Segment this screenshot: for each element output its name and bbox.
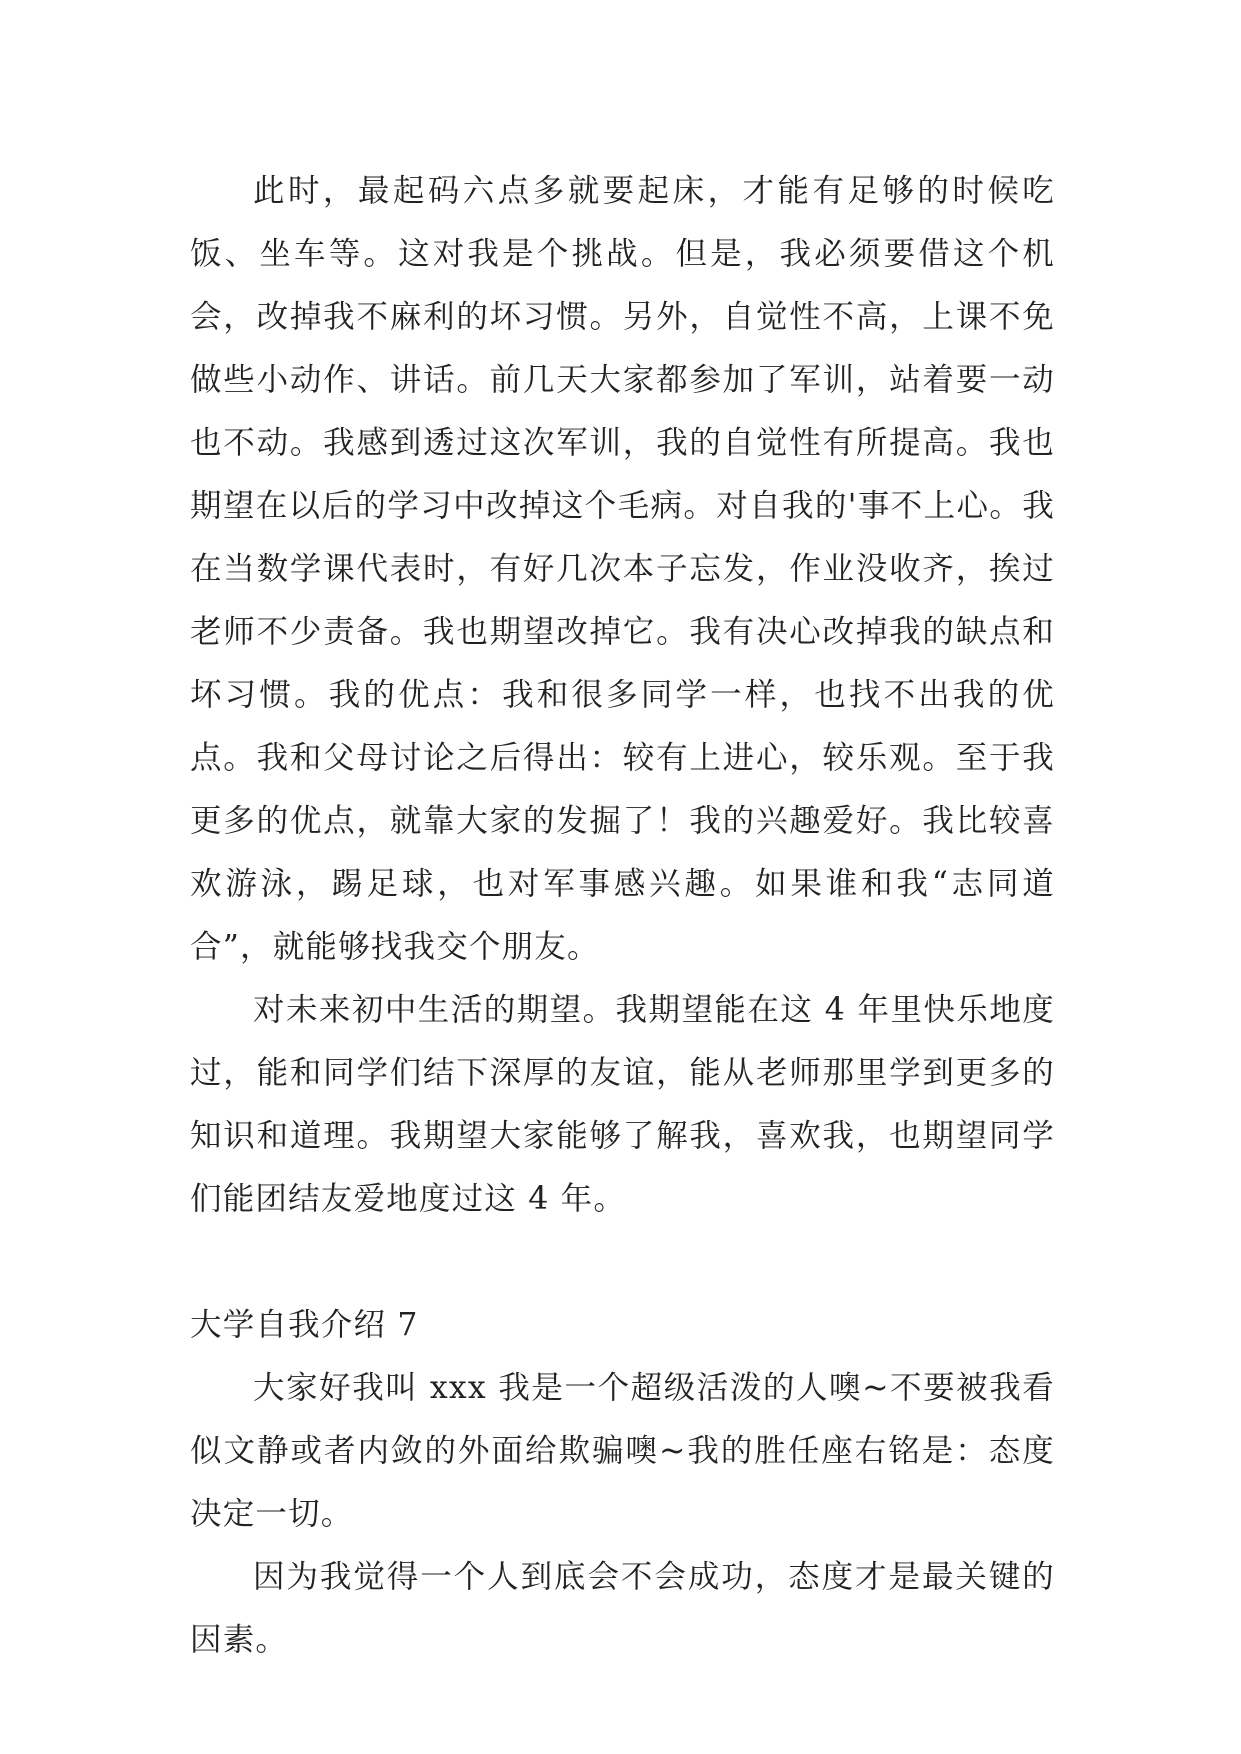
body-paragraph: 大家好我叫 xxx 我是一个超级活泼的人噢~不要被我看似文静或者内敛的外面给欺骗噢~我的胜任座右铭是：态度决定一切。 bbox=[190, 1370, 1055, 1532]
document-body bbox=[190, 160, 1055, 1672]
body-paragraph: 因为我觉得一个人到底会不会成功，态度才是最关键的因素。 bbox=[190, 1559, 1055, 1658]
section-heading: 大学自我介绍 7 bbox=[190, 1307, 419, 1343]
section-spacer bbox=[190, 1231, 1055, 1294]
body-paragraph: 此时，最起码六点多就要起床，才能有足够的时候吃饭、坐车等。这对我是个挑战。但是，我必须要借这个机会，改掉我不麻利的坏习惯。另外，自觉性不高，上课不免做些小动作、讲话。前几天大家都参加了军训，站着要一动也不动。我感到透过这次军训，我的自觉性有所提高。我也期望在以后的学习中改掉这个毛病。对自我的'事不上心。我在当数学课代表时，有好几次本子忘发，作业没收齐，挨过老师不少责备。我也期望改掉它。我有决心改掉我的缺点和坏习惯。我的优点：我和很多同学一样，也找不出我的优点。我和父母讨论之后得出：较有上进心，较乐观。至于我更多的优点，就靠大家的发掘了！我的兴趣爱好。我比较喜欢游泳，踢足球，也对军事感兴趣。如果谁和我“志同道合”，就能够找我交个朋友。 bbox=[190, 173, 1055, 965]
body-paragraph: 对未来初中生活的期望。我期望能在这 4 年里快乐地度过，能和同学们结下深厚的友谊，能从老师那里学到更多的知识和道理。我期望大家能够了解我，喜欢我，也期望同学们能团结友爱地度过这 4 年。 bbox=[190, 992, 1055, 1217]
